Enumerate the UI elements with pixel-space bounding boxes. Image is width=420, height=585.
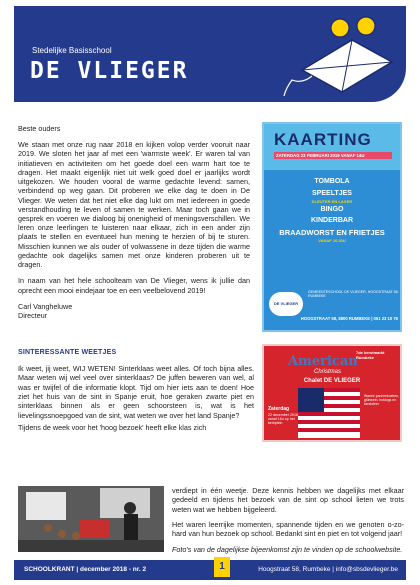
poster-item: BINGO xyxy=(320,206,344,213)
poster-date: ZATERDAG 23 FEBRUARI 2019 VANAF 14U xyxy=(274,152,392,159)
masthead xyxy=(14,6,406,102)
page-footer xyxy=(14,560,406,580)
photo-caption: Foto's van de dagelijkse bijeenkomst zijn te vinden op de schoolwebsite. xyxy=(172,544,403,554)
section-title: SINTERESSANTE WEETJES xyxy=(18,349,117,356)
us-flag-icon xyxy=(298,388,360,438)
kaarting-poster xyxy=(262,122,402,332)
letter-paragraph: We staan met onze rug naar 2018 en kijken volop verder vooruit naar 2019. We sloten het jaar af met een 'warmste week'. Er waren tal van initiatieven en activiteiten om het goede doel een warm hart toe te dragen. Het maakt eigenlijk niet uit welk goed doel er jaarlijks wordt uitgekozen. We houden vooral de warme gedachte levend: samen, verbindend op weg gaan. Dit proberen we elke dag te doen in De Vlieger. We weten dat het niet elke dag lukt om met iedereen in goede verstandhouding te leven of samen te werken. Maar toch gaan we in gesprek en voeren we dialoog bij onenigheid of meningsverschillen. We leren onze leerlingen te luisteren naar elkaar, zich in een ander zijn plaats te stellen en eventueel hun mening te herzien of bij te sturen. Misschien kunnen we als ouder of volwassene in deze tijden die warme gedachte ook dagelijks samen met onze kinderen proberen uit te dragen. xyxy=(18,140,250,270)
poster-subtitle: Christmas xyxy=(314,369,342,375)
poster-footer: HOOGSTRAAT 58, 8800 RUMBEKE | 051 23 10 76 xyxy=(300,316,398,321)
poster-chalet: Chalet DE VLIEGER xyxy=(303,378,361,384)
school-subtitle: Stedelijke Basisschool xyxy=(32,46,112,55)
poster-offer: Warme pannenkoeken, glühwein, hotdogs en kerstsfeer xyxy=(364,394,399,406)
poster-item: BRAADWORST EN FRIETJES xyxy=(279,228,385,237)
kite-logo xyxy=(282,10,402,98)
class-photo xyxy=(18,486,164,552)
signature-role: Directeur xyxy=(18,310,48,320)
section-body xyxy=(18,364,254,433)
section-paragraph: Ik weet, jij weet, WIJ WETEN! Sinterklaas weet alles. Of toch bijna alles. Maar weten wij wel veel over sinterklaas? De juffen beweren van wel, al was er twijfel of die informatie klopt. Tijd om hier iets aan te doen! Hoe ziet het huis van de sint in Spanje eruit, hoe geraken zwarte piet en sinterklaas binnen als er geen schoorsteen is, wat is het lievelingssnoepgoed van de sint, wat weten we over het land Spanje? xyxy=(18,364,254,420)
page-number: 1 xyxy=(214,557,230,577)
poster-title: KAARTING xyxy=(274,130,372,149)
poster-item: SPEELTJES xyxy=(312,190,352,197)
christmas-poster xyxy=(262,344,402,442)
footer-contact: Hoogstraat 58, Rumbeke | info@sbsdevlieger.be xyxy=(258,566,398,573)
letter-greeting: Beste ouders xyxy=(18,124,61,133)
poster-title: American xyxy=(288,354,358,369)
poster-day: Zaterdag xyxy=(268,406,290,412)
letter-paragraph: In naam van het hele schoolteam van De Vlieger, wens ik jullie dan oprecht een mooi eindejaar toe en een veelbelovend 2019! xyxy=(18,276,250,295)
section-paragraph: Het waren leerrijke momenten, spannende tijden en we genoten o-zo-hard van hun bezoek op school. Bedankt sint en piet en tot volgend jaar! xyxy=(172,520,404,539)
school-logo: DE VLIEGER xyxy=(269,292,303,316)
school-name: DE VLIEGER xyxy=(30,58,189,84)
section-paragraph: verdiept in één weetje. Deze kennis hebben we dagelijks met elkaar gedeeld en tijdens het bezoek van de sint op school lieten we trots weten wat we hebben bijgeleerd. xyxy=(172,486,404,514)
signature-name: Carl Vangheluwe xyxy=(18,301,73,311)
section-paragraph: Tijdens de week voor het 'hoog bezoek' heeft elke klas zich xyxy=(18,423,207,433)
director-letter xyxy=(18,124,250,320)
poster-item: TOMBOLA xyxy=(314,178,350,185)
section-continuation xyxy=(172,486,404,560)
footer-issue: SCHOOLKRANT | december 2018 - nr. 2 xyxy=(24,566,147,573)
poster-header xyxy=(264,124,400,170)
poster-item-note: KLEUTER EN LAGER xyxy=(311,199,353,204)
poster-item-note: VANAF 16.30U xyxy=(318,238,346,243)
poster-item: KINDERBAR xyxy=(311,217,353,224)
poster-date: 22 december 2018 vanaf 16u op het kerkplein xyxy=(268,413,298,425)
poster-location: GEMEENTESCHOOL DE VLIEGER, HOOGSTRAAT 58, RUMBEKE xyxy=(308,290,399,298)
poster-market: 7de kerstmarkt Rumbeke xyxy=(356,350,385,360)
photo-illustration xyxy=(18,486,164,552)
